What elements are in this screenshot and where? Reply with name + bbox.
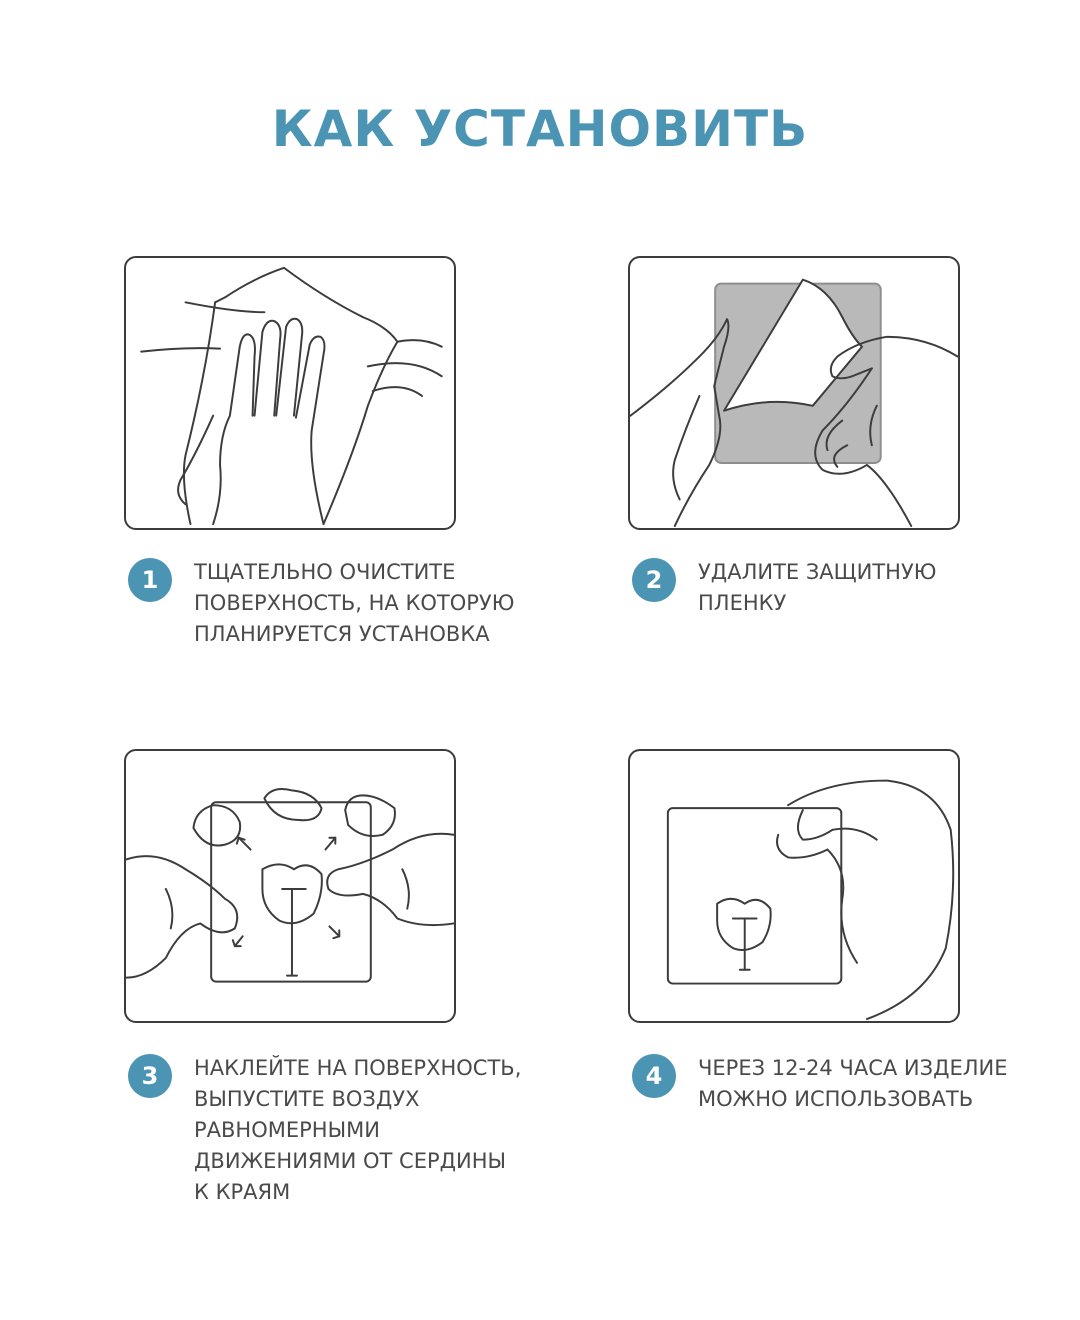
step-description: [194, 1053, 521, 1208]
illustration-remove-film: [628, 256, 960, 530]
page-title: КАК УСТАНОВИТЬ: [271, 100, 809, 158]
step-4: [632, 1053, 1008, 1115]
step-description: [194, 557, 514, 650]
step-description: [698, 1053, 1008, 1115]
step-line: МОЖНО ИСПОЛЬЗОВАТЬ: [698, 1087, 974, 1111]
illustration-ready-hook: [628, 749, 960, 1023]
step-number-badge: 1: [128, 558, 172, 602]
step-line: ПЛАНИРУЕТСЯ УСТАНОВКА: [194, 622, 490, 646]
step-line: ЧЕРЕЗ 12-24 ЧАСА ИЗДЕЛИЕ: [698, 1056, 1008, 1080]
step-2: [632, 557, 936, 619]
step-line: ПОВЕРХНОСТЬ, НА КОТОРУЮ: [194, 591, 515, 615]
step-line: ДВИЖЕНИЯМИ ОТ СЕРДИНЫ: [194, 1149, 507, 1173]
step-line: ТЩАТЕЛЬНО ОЧИСТИТЕ: [194, 560, 456, 584]
step-line: ПЛЕНКУ: [698, 591, 787, 615]
step-1: [128, 557, 514, 650]
step-line: К КРАЯМ: [194, 1180, 291, 1204]
illustration-clean-surface: [124, 256, 456, 530]
step-line: НАКЛЕЙТЕ НА ПОВЕРХНОСТЬ,: [194, 1056, 522, 1080]
step-line: РАВНОМЕРНЫМИ: [194, 1118, 380, 1142]
step-description: [698, 557, 936, 619]
step-number-badge: 4: [632, 1054, 676, 1098]
step-line: ВЫПУСТИТЕ ВОЗДУХ: [194, 1087, 420, 1111]
illustration-apply-sticker: [124, 749, 456, 1023]
step-3: [128, 1053, 521, 1208]
step-number-badge: 2: [632, 558, 676, 602]
step-line: УДАЛИТЕ ЗАЩИТНУЮ: [698, 560, 937, 584]
step-number-badge: 3: [128, 1054, 172, 1098]
